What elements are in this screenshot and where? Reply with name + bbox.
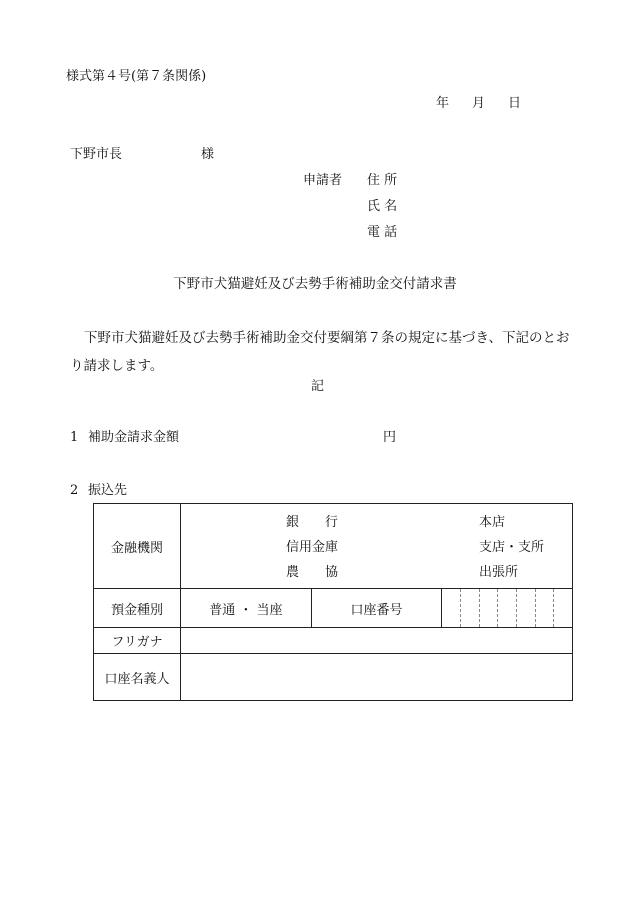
account-digit-box[interactable] xyxy=(553,589,572,627)
account-digit-box[interactable] xyxy=(535,589,554,627)
yen-unit: 円 xyxy=(383,430,397,445)
account-digit-box[interactable] xyxy=(497,589,516,627)
institution-type-agri-coop: 農 協 xyxy=(286,565,339,580)
item-1-label: 補助金請求金額 xyxy=(88,430,180,445)
branch-type-head-office: 本店 xyxy=(479,515,506,530)
ki-heading: 記 xyxy=(311,379,325,394)
date-month: 月 xyxy=(472,96,486,111)
branch-type-branch: 支店・支所 xyxy=(479,540,545,555)
account-digit-box[interactable] xyxy=(479,589,498,627)
item-2-number: 2 xyxy=(70,483,79,498)
form-number: 様式第４号(第７条関係) xyxy=(66,69,207,84)
branch-type-sub-branch: 出張所 xyxy=(479,565,519,580)
account-digit-box[interactable] xyxy=(460,589,479,627)
furigana-label: フリガナ xyxy=(94,628,181,654)
applicant-label: 申請者 xyxy=(303,173,343,188)
account-digit-box[interactable] xyxy=(516,589,535,627)
applicant-name-label: 氏 名 xyxy=(367,199,398,214)
addressee-honorific: 様 xyxy=(201,147,215,162)
document-title: 下野市犬猫避妊及び去勢手術補助金交付請求書 xyxy=(173,276,457,292)
account-number-digits xyxy=(442,589,572,627)
applicant-phone-label: 電 話 xyxy=(367,225,398,240)
account-holder-label: 口座名義人 xyxy=(94,654,181,701)
institution-type-bank: 銀 行 xyxy=(286,515,339,530)
account-holder-field[interactable] xyxy=(181,654,573,701)
account-number-label: 口座番号 xyxy=(311,589,442,628)
account-type-label: 預金種別 xyxy=(94,589,181,628)
institution-type-credit-union: 信用金庫 xyxy=(286,540,339,555)
account-type-value[interactable]: 普通 ・ 当座 xyxy=(181,589,312,628)
financial-institution-label: 金融機関 xyxy=(94,504,181,589)
bank-transfer-table xyxy=(93,503,573,701)
furigana-field[interactable] xyxy=(181,628,573,654)
date-year: 年 xyxy=(436,96,450,111)
financial-institution-cell[interactable] xyxy=(181,504,573,589)
account-number-cell[interactable] xyxy=(442,589,573,628)
account-digit-box[interactable] xyxy=(442,589,460,627)
item-2-label: 振込先 xyxy=(88,483,128,498)
addressee-name: 下野市長 xyxy=(70,147,123,162)
date-day: 日 xyxy=(508,96,522,111)
body-text: 下野市犬猫避妊及び去勢手術補助金交付要綱第７条の規定に基づき、下記のとおり請求します。 xyxy=(70,330,570,374)
item-1-number: 1 xyxy=(70,430,79,445)
applicant-address-label: 住 所 xyxy=(367,173,398,188)
